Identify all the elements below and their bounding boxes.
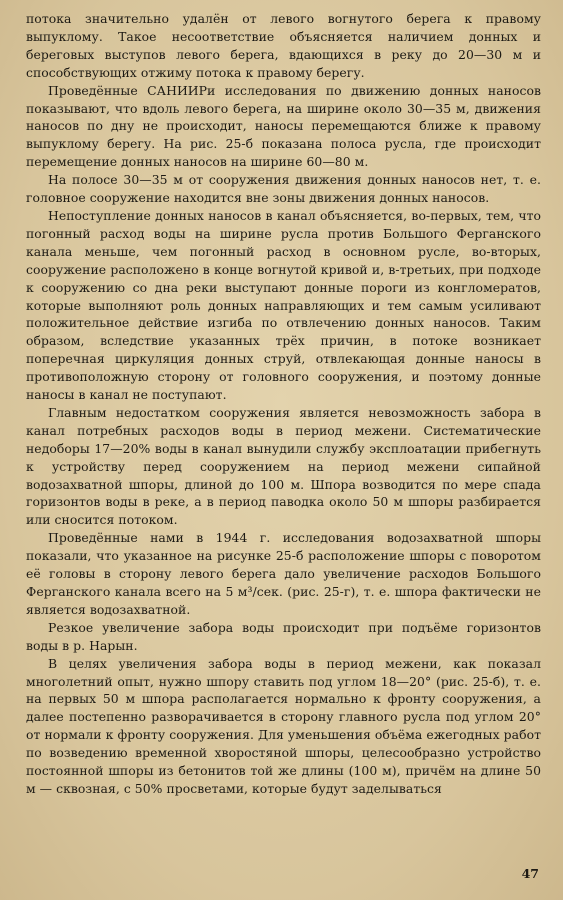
- paragraph: Проведённые САНИИРи исследования по движению донных наносов показывают, что вдоль левого берега, на ширине около 30—35 м, движения наносов по дну не происходит, наносы перемещаются ближе к правому выпуклому берегу. На рис. 25-б показана полоса русла, где происходит перемещение донных наносов на ширине 60—80 м.: [26, 82, 541, 170]
- paragraph: Главным недостатком сооружения является невозможность забора в канал потребных расходов воды в период межени. Систематические недоборы 17—20% воды в канал вынудили службу эксплоатации прибегнуть к устройству перед сооружением на период межени сипайной водозахватной шпоры, длиной до 100 м. Шпора возводится по мере спада горизонтов воды в реке, а в период паводка около 50 м шпоры разбирается или сносится потоком.: [26, 404, 541, 528]
- paragraph: Непоступление донных наносов в канал объясняется, во-первых, тем, что погонный расход воды на ширине русла против Большого Ферганского канала меньше, чем погонный расход в основном русле, во-вторых, сооружение расположено в конце вогнутой кривой и, в-третьих, при подходе к сооружению со дна реки выступают донные пороги из конгломератов, которые выполняют роль донных направляющих и тем самым усиливают положительное действие изгиба по отвлечению донных наносов. Таким образом, вследствие указанных трёх причин, в потоке возникает поперечная циркуляция донных струй, отвлекающая донные наносы в противоположную сторону от головного сооружения, и поэтому донные наносы в канал не поступают.: [26, 207, 541, 403]
- body-text: [26, 10, 541, 798]
- paragraph-continued: потока значительно удалён от левого вогнутого берега к правому выпуклому. Такое несоответствие объясняется наличием донных и береговых выступов левого берега, вдающихся в реку до 20—30 м и способствующих отжиму потока к правому берегу.: [26, 11, 541, 80]
- paragraph: На полосе 30—35 м от сооружения движения донных наносов нет, т. е. головное сооружение находится вне зоны движения донных наносов.: [26, 172, 541, 206]
- paragraph: Резкое увеличение забора воды происходит при подъёме горизонтов воды в р. Нарын.: [26, 619, 541, 653]
- paragraph: Проведённые нами в 1944 г. исследования водозахватной шпоры показали, что указанное на рисунке 25-б расположение шпоры с поворотом её головы в сторону левого берега дало увеличение расходов Большого Ферганского канала всего на 5 м³/сек. (рис. 25-г), т. е. шпора фактически не является водозахватной.: [26, 530, 541, 617]
- page-number: 47: [521, 866, 539, 881]
- paragraph: В целях увеличения забора воды в период межени, как показал многолетний опыт, нужно шпору ставить под углом 18—20° (рис. 25-б), т. е. на первых 50 м шпора располагается нормально к фронту сооружения, а далее постепенно разворачивается в сторону главного русла под углом 20° от нормали к фронту сооружения. Для уменьшения объёма ежегодных работ по возведению временной хворостяной шпоры, целесообразно устройство постоянной шпоры из бетонитов той же длины (100 м), причём на длине 50 м — сквозная, с 50% просветами, которые будут заделываться: [26, 655, 541, 796]
